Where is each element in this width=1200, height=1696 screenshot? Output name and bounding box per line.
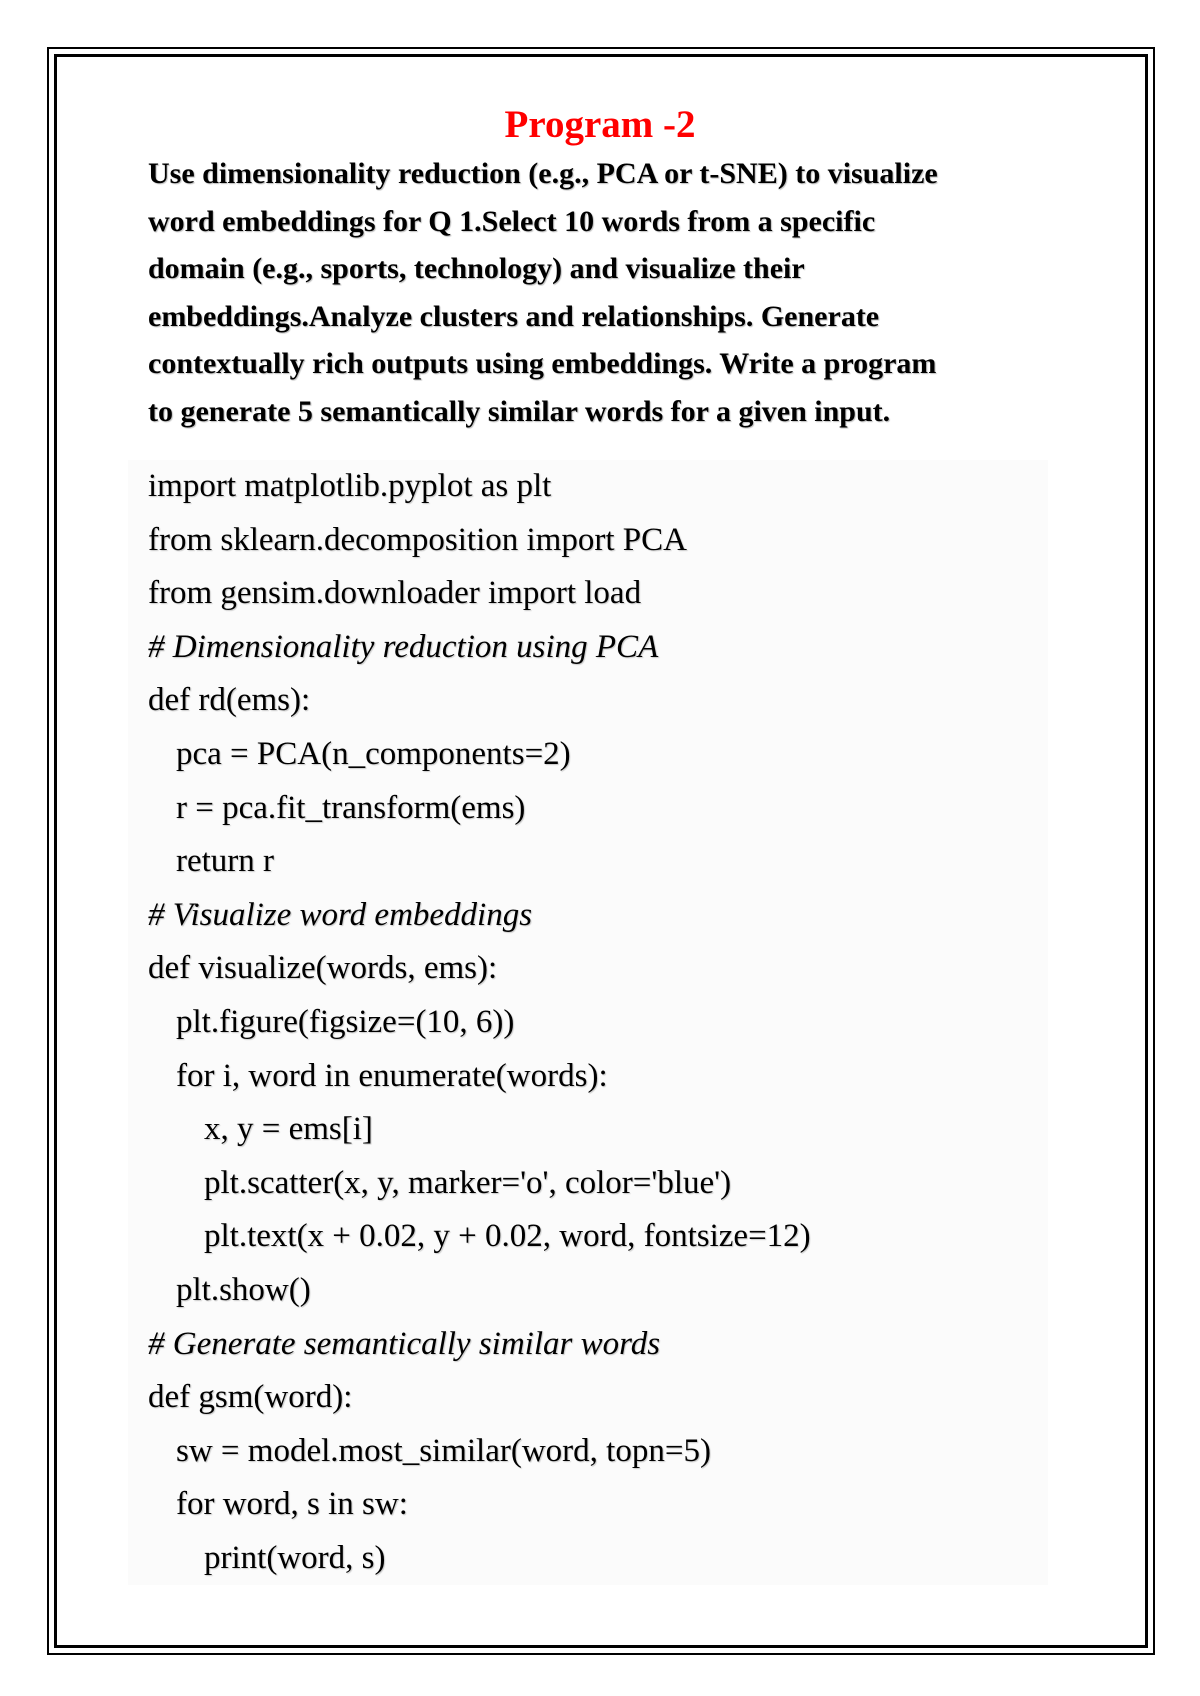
code-line-xy [128,1103,1048,1157]
code-comment-visualize [128,889,1048,943]
code-text: from gensim.downloader import load [148,575,642,612]
code-comment-dimensionality [128,621,1048,675]
code-line-for-enumerate [128,1050,1048,1104]
code-line-show [128,1264,1048,1318]
code-text: return r [176,843,275,880]
program-title: Program -2 [504,103,696,146]
code-comment-generate [128,1318,1048,1372]
code-line-fit-transform [128,782,1048,836]
code-line-import-load [128,567,1048,621]
code-text: import matplotlib.pyplot as plt [148,468,552,504]
code-text: x, y = ems[i] [204,1111,373,1148]
code-line-for-sw [128,1478,1048,1532]
code-text: # Visualize word embeddings [148,896,533,933]
code-text: plt.show() [176,1271,311,1308]
code-text: from sklearn.decomposition import PCA [148,521,687,558]
code-text: pca = PCA(n_components=2) [176,735,571,772]
code-text: r = pca.fit_transform(ems) [176,789,526,826]
code-text: plt.text(x + 0.02, y + 0.02, word, fontsize=12) [204,1218,811,1255]
description-line: word embeddings for Q 1.Select 10 words from a specific [148,204,876,238]
program-description [148,150,1068,435]
code-line-def-visualize [128,942,1048,996]
code-line-import-matplotlib [128,460,1048,514]
code-text: # Dimensionality reduction using PCA [148,628,659,665]
code-text: for word, s in sw: [176,1486,408,1523]
description-line: domain (e.g., sports, technology) and visualize their [148,252,805,285]
code-line-scatter [128,1157,1048,1211]
code-line-figure [128,996,1048,1050]
description-line: to generate 5 semantically similar words for a given input. [148,394,891,428]
code-text: def visualize(words, ems): [148,950,498,987]
description-line: contextually rich outputs using embeddings. Write a program [148,347,937,380]
code-text: for i, word in enumerate(words): [176,1057,608,1094]
description-line: Use dimensionality reduction (e.g., PCA or t-SNE) to visualize [148,157,938,190]
description-line: embeddings.Analyze clusters and relationships. Generate [148,299,880,333]
code-text: # Generate semantically similar words [148,1325,661,1362]
code-line-return [128,835,1048,889]
code-text: print(word, s) [204,1539,386,1576]
code-line-most-similar [128,1425,1048,1479]
code-line-def-gsm [128,1371,1048,1425]
code-line-pca-init [128,728,1048,782]
code-text: sw = model.most_similar(word, topn=5) [176,1432,711,1469]
code-line-text [128,1210,1048,1264]
code-line-print [128,1532,1048,1586]
code-line-import-pca [128,514,1048,568]
code-text: plt.scatter(x, y, marker='o', color='blue') [204,1164,732,1201]
code-listing [128,460,1048,1585]
code-text: def rd(ems): [148,682,311,719]
code-text: plt.figure(figsize=(10, 6)) [176,1003,515,1040]
code-text: def gsm(word): [148,1379,353,1416]
code-line-def-rd [128,674,1048,728]
